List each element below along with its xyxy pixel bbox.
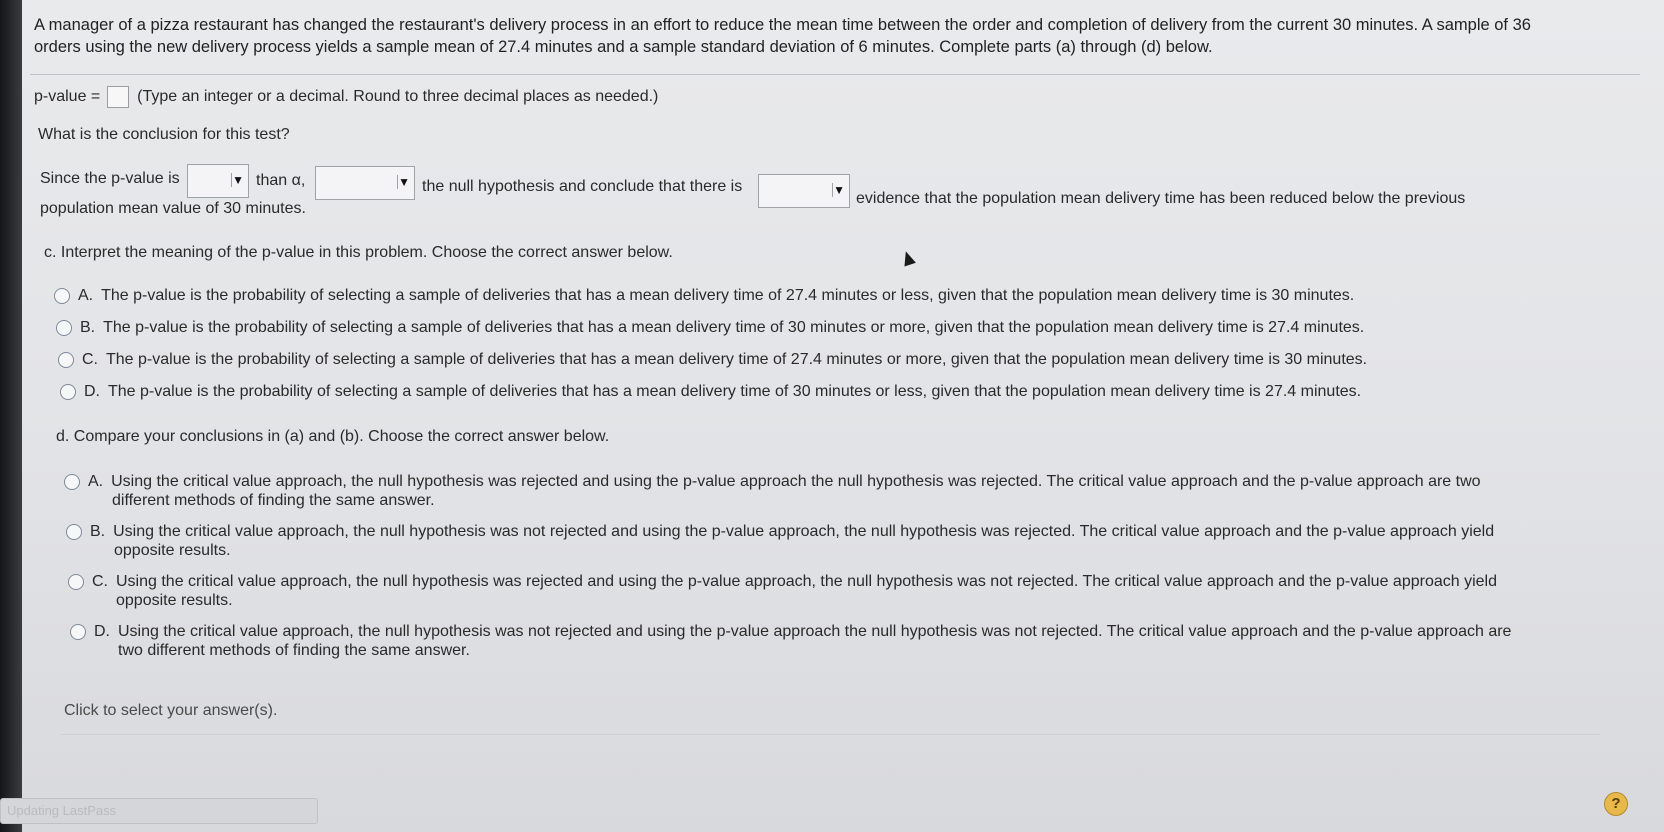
conclusion-question: What is the conclusion for this test? [38,126,290,143]
conclusion-text-4: evidence that the population mean delivery time has been reduced below the previous [856,190,1466,207]
option-text-line-1: Using the critical value approach, the null hypothesis was not rejected and using the p-value approach, the null hypothesis was rejected. The critical value approach and the p-value approach yield [113,523,1495,540]
dropdown-arrow-icon: ▼ [398,175,410,189]
option-letter: D. [94,623,110,640]
conclusion-text-2: than α, [256,172,306,189]
pvalue-input[interactable] [107,86,129,108]
problem-line-2: orders using the new delivery process yields a sample mean of 27.4 minutes and a sample standard deviation of 6 minutes. Complete parts (a) through (d) below. [34,38,1213,56]
option-text-line-2: opposite results. [116,592,233,609]
part-c-option-a[interactable] [78,286,1354,305]
divider [60,734,1600,735]
part-d-option-d-radio[interactable] [70,624,86,640]
option-letter: A. [88,473,104,490]
pvalue-hint: (Type an integer or a decimal. Round to three decimal places as needed.) [137,88,659,106]
option-text-line-1: Using the critical value approach, the null hypothesis was rejected and using the p-value approach the null hypothesis was rejected. The critical value approach and the p-value approach are two [111,473,1481,490]
option-letter: B. [80,319,96,336]
option-text: The p-value is the probability of selecting a sample of deliveries that has a mean delivery time of 27.4 minutes or more, given that the population mean delivery time is 30 minutes. [106,351,1368,368]
part-d-question: d. Compare your conclusions in (a) and (b). Choose the correct answer below. [56,428,610,445]
part-c-question: c. Interpret the meaning of the p-value in this problem. Choose the correct answer below. [44,244,673,261]
problem-statement [34,14,1634,58]
decision-dropdown[interactable] [315,166,415,200]
option-letter: D. [84,383,100,400]
pvalue-row [34,86,658,108]
option-text-line-2: two different methods of finding the same answer. [118,642,470,659]
option-letter: C. [92,573,108,590]
conclusion-text-5: population mean value of 30 minutes. [40,200,306,217]
option-text-line-1: Using the critical value approach, the null hypothesis was rejected and using the p-value approach, the null hypothesis was not rejected. The critical value approach and the p-value approach yield [116,573,1497,590]
part-d-option-c[interactable] [92,572,1512,610]
lastpass-status: Updating LastPass [0,798,318,824]
option-text: The p-value is the probability of selecting a sample of deliveries that has a mean delivery time of 30 minutes or more, given that the population mean delivery time is 27.4 minutes. [103,319,1365,336]
conclusion-text-1: Since the p-value is [40,170,180,187]
screen-edge [0,0,22,832]
problem-line-1: A manager of a pizza restaurant has changed the restaurant's delivery process in an effort to reduce the mean time between the order and completion of delivery from the current 30 minutes. A sample of 36 [34,16,1531,34]
dropdown-arrow-icon: ▼ [232,173,244,187]
evidence-dropdown[interactable] [758,174,850,208]
option-text-line-2: opposite results. [114,542,231,559]
pvalue-label: p-value = [34,88,101,106]
part-d-option-d[interactable] [94,622,1514,660]
option-text: The p-value is the probability of selecting a sample of deliveries that has a mean delivery time of 27.4 minutes or less, given that the population mean delivery time is 30 minutes. [101,287,1355,304]
part-d-option-c-radio[interactable] [68,574,84,590]
part-c-option-c[interactable] [82,350,1367,369]
help-icon[interactable]: ? [1604,792,1628,816]
part-d-option-a[interactable] [88,472,1508,510]
part-c-option-b[interactable] [80,318,1364,337]
part-d-option-a-radio[interactable] [64,474,80,490]
select-answer-instruction: Click to select your answer(s). [64,702,278,719]
pvalue-comparison-dropdown[interactable] [187,164,249,198]
dropdown-arrow-icon: ▼ [833,183,845,197]
option-text-line-2: different methods of finding the same answer. [112,492,435,509]
part-d-option-b-radio[interactable] [66,524,82,540]
divider [30,74,1640,75]
option-letter: C. [82,351,98,368]
option-letter: B. [90,523,106,540]
part-c-option-a-radio[interactable] [54,288,70,304]
part-c-option-b-radio[interactable] [56,320,72,336]
part-d-option-b[interactable] [90,522,1510,560]
option-text: The p-value is the probability of selecting a sample of deliveries that has a mean delivery time of 30 minutes or less, given that the population mean delivery time is 27.4 minutes. [108,383,1362,400]
option-text-line-1: Using the critical value approach, the null hypothesis was not rejected and using the p-value approach the null hypothesis was not rejected. The critical value approach and the p-value approach are [118,623,1512,640]
option-letter: A. [78,287,94,304]
part-c-option-c-radio[interactable] [58,352,74,368]
part-c-option-d-radio[interactable] [60,384,76,400]
part-c-option-d[interactable] [84,382,1361,401]
conclusion-text-3: the null hypothesis and conclude that there is [422,178,743,195]
